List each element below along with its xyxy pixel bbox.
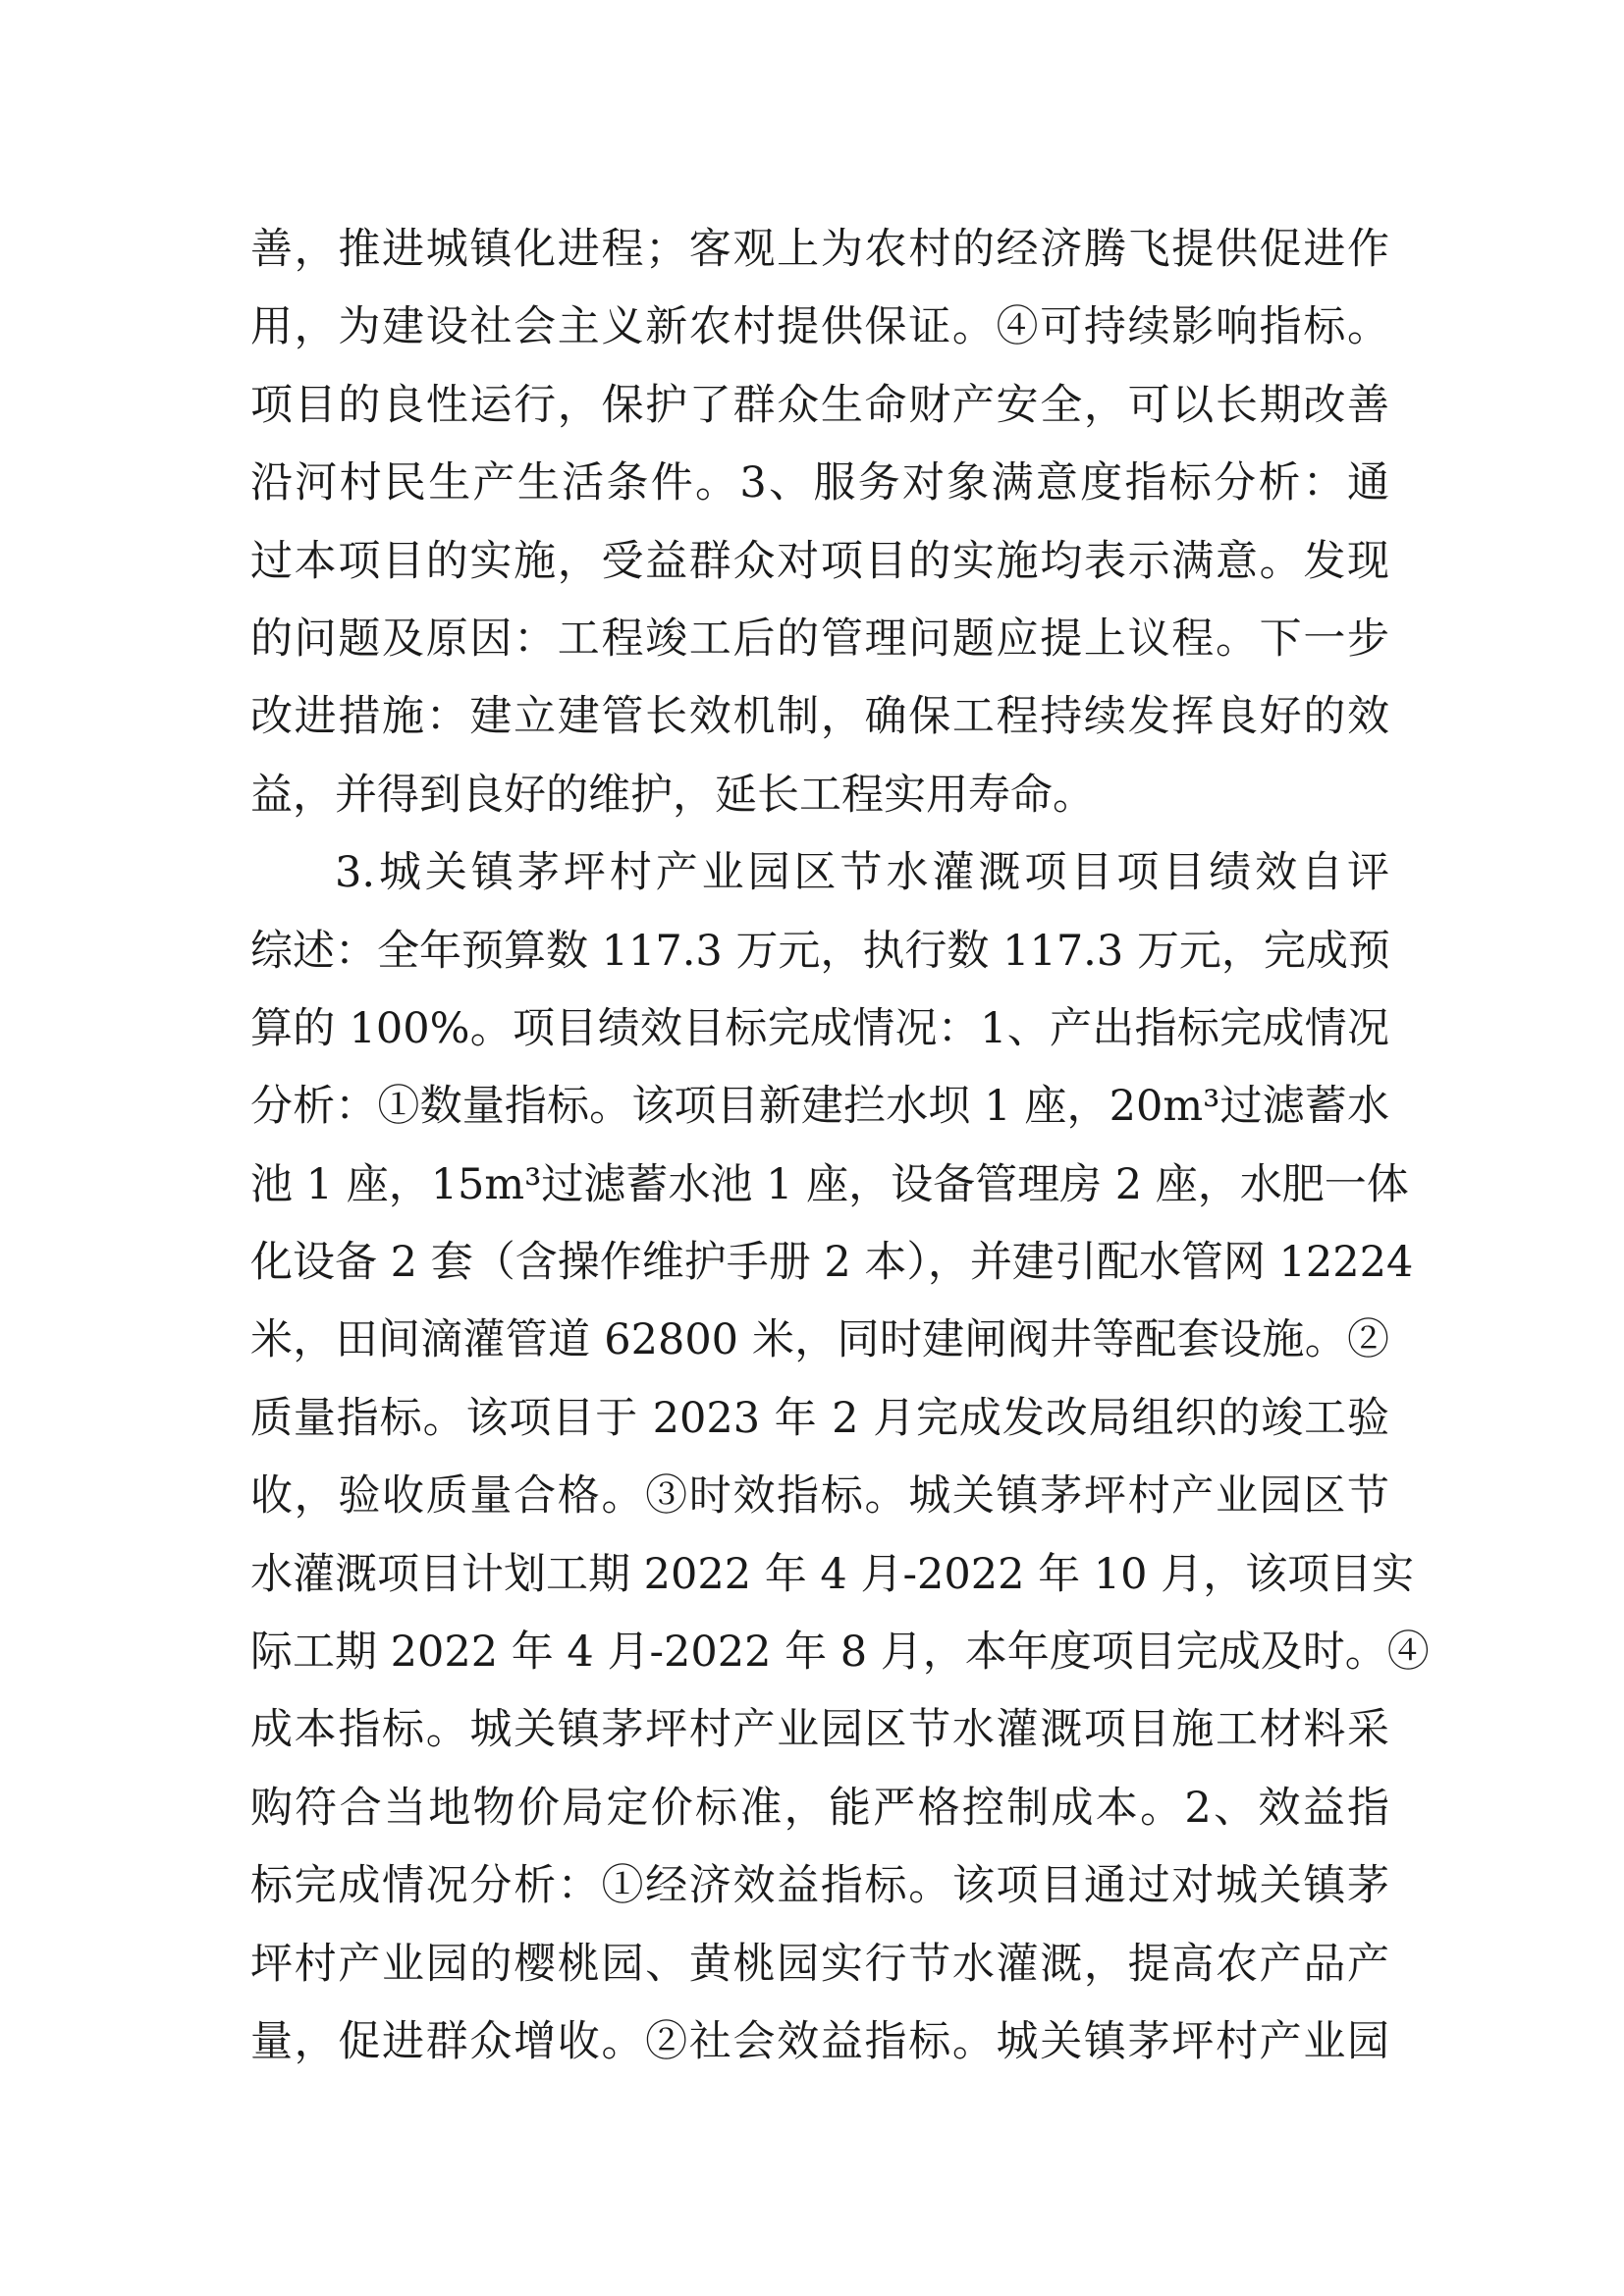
- text-line: 购符合当地物价局定价标准，能严格控制成本。2、效益指: [250, 1783, 1389, 1833]
- text-line: 沿河村民生产生活条件。3、服务对象满意度指标分析：通: [250, 458, 1389, 508]
- body-text: [250, 211, 1430, 2081]
- text-line: 标完成情况分析：①经济效益指标。该项目通过对城关镇茅: [250, 1861, 1389, 1911]
- text-line: 综述：全年预算数 117.3 万元，执行数 117.3 万元，完成预: [250, 926, 1390, 976]
- text-line: 善，推进城镇化进程；客观上为农村的经济腾飞提供促进作: [250, 225, 1389, 274]
- text-line: 益，并得到良好的维护，延长工程实用寿命。: [250, 770, 1095, 820]
- text-line: 坪村产业园的樱桃园、黄桃园实行节水灌溉，提高农产品产: [250, 1939, 1389, 1989]
- text-line: 水灌溉项目计划工期 2022 年 4 月-2022 年 10 月，该项目实: [250, 1549, 1415, 1599]
- text-line: 过本项目的实施，受益群众对项目的实施均表示满意。发现: [250, 536, 1389, 586]
- text-line: 用，为建设社会主义新农村提供保证。④可持续影响指标。: [250, 302, 1389, 352]
- text-line: 收，验收质量合格。③时效指标。城关镇茅坪村产业园区节: [250, 1471, 1389, 1522]
- text-line: 成本指标。城关镇茅坪村产业园区节水灌溉项目施工材料采: [250, 1705, 1389, 1755]
- text-line: 量，促进群众增收。②社会效益指标。城关镇茅坪村产业园: [250, 2016, 1389, 2066]
- text-line: 分析：①数量指标。该项目新建拦水坝 1 座，20m³过滤蓄水: [250, 1082, 1389, 1132]
- text-line: 米，田间滴灌管道 62800 米，同时建闸阀井等配套设施。②: [250, 1315, 1389, 1365]
- text-line: 质量指标。该项目于 2023 年 2 月完成发改局组织的竣工验: [250, 1393, 1389, 1443]
- text-line: 池 1 座，15m³过滤蓄水池 1 座，设备管理房 2 座，水肥一体: [250, 1159, 1409, 1209]
- text-line: 化设备 2 套（含操作维护手册 2 本），并建引配水管网 12224: [250, 1238, 1414, 1288]
- text-line: 际工期 2022 年 4 月-2022 年 8 月，本年度项目完成及时。④: [250, 1628, 1430, 1678]
- section-heading-line: 3.城关镇茅坪村产业园区节水灌溉项目项目绩效自评: [335, 848, 1389, 898]
- text-line: 改进措施：建立建管长效机制，确保工程持续发挥良好的效: [250, 692, 1389, 742]
- text-line: 的问题及原因：工程竣工后的管理问题应提上议程。下一步: [250, 614, 1389, 664]
- text-line: 算的 100%。项目绩效目标完成情况：1、产出指标完成情况: [250, 1003, 1389, 1053]
- text-line: 项目的良性运行，保护了群众生命财产安全，可以长期改善: [250, 380, 1389, 430]
